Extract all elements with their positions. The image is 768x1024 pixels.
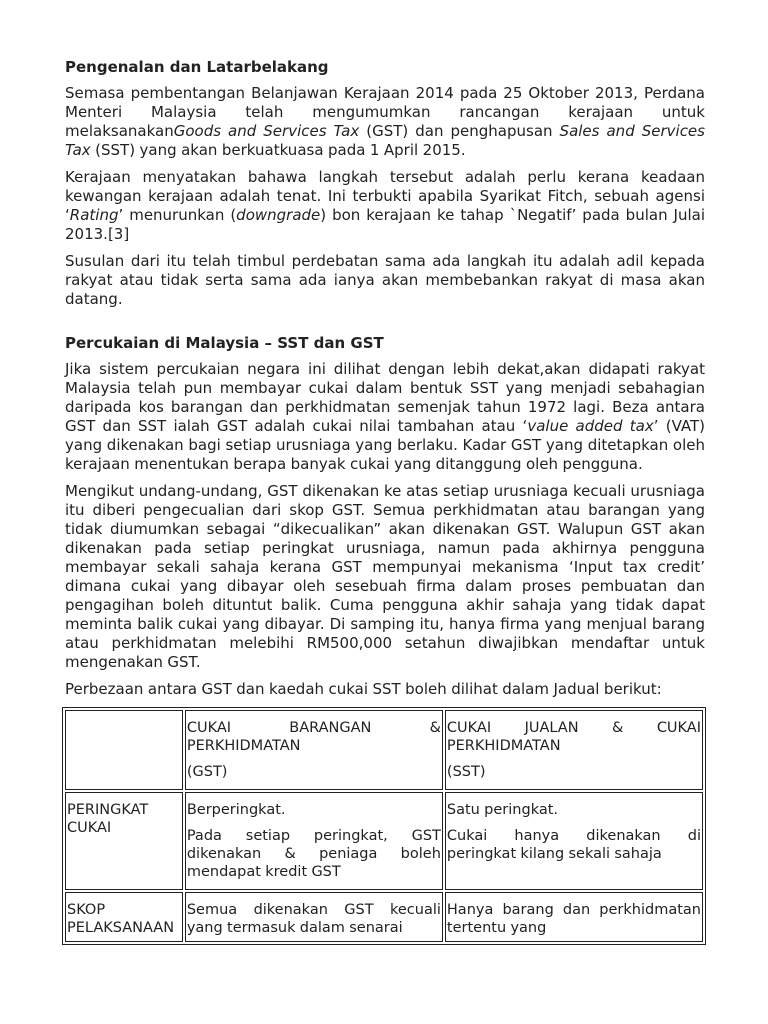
table-cell-gst: Semua dikenakan GST kecuali yang termasuk dalam senarai bbox=[185, 892, 443, 942]
gst-sst-comparison-table bbox=[62, 707, 706, 945]
taxation-paragraph-1: Jika sistem percukaian negara ini dilihat dengan lebih dekat,akan didapati rakyat Malaysia telah pun membayar cukai dalam bentuk SST yang menjadi sebahagian daripada kos barangan dan perkhidmatan semenjak tahun 1972 lagi. Beza antara GST dan SST ialah GST adalah cukai nilai tambahan atau ‘value added tax’ (VAT) yang dikenakan bagi setiap urusniaga yang berlaku. Kadar GST yang ditetapkan oleh kerajaan menentukan berapa banyak cukai yang ditanggung oleh pengguna. bbox=[65, 360, 705, 473]
table-row-label: PERINGKAT CUKAI bbox=[65, 792, 183, 890]
section-heading-taxation: Percukaian di Malaysia – SST dan GST bbox=[65, 334, 384, 352]
table-header-row bbox=[65, 710, 703, 790]
table-cell-sst: Hanya barang dan perkhidmatan tertentu yang bbox=[445, 892, 703, 942]
table-row bbox=[65, 892, 703, 942]
table-cell-sst: Satu peringkat. Cukai hanya dikenakan di peringkat kilang sekali sahaja bbox=[445, 792, 703, 890]
intro-paragraph-3: Susulan dari itu telah timbul perdebatan sama ada langkah itu adalah adil kepada rakyat atau tidak serta sama ada ianya akan membebankan rakyat di masa akan datang. bbox=[65, 252, 705, 308]
taxation-paragraph-2: Mengikut undang-undang, GST dikenakan ke atas setiap urusniaga kecuali urusniaga itu diberi pengecualian dari skop GST. Semua perkhidmatan atau barangan yang tidak diumumkan sebagai “dikecualikan” akan dikenakan GST. Walupun GST akan dikenakan pada setiap peringkat urusniaga, namun pada akhirnya pengguna membayar sekali sahaja kerana GST mempunyai mekanisma ‘Input tax credit’ dimana cukai yang dibayar oleh sesebuah firma dalam proses pembuatan dan pengagihan boleh dituntut balik. Cuma pengguna akhir sahaja yang tidak dapat meminta balik cukai yang dibayar. Di samping itu, hanya firma yang menjual barang atau perkhidmatan melebihi RM500,000 setahun diwajibkan mendaftar untuk mengenakan GST. bbox=[65, 482, 705, 671]
document-page bbox=[65, 58, 705, 945]
intro-paragraph-1: Semasa pembentangan Belanjawan Kerajaan 2014 pada 25 Oktober 2013, Perdana Menteri Malaysia telah mengumumkan rancangan kerajaan untuk melaksanakanGoods and Services Tax (GST) dan penghapusan Sales and Services Tax (SST) yang akan berkuatkuasa pada 1 April 2015. bbox=[65, 84, 705, 159]
taxation-paragraph-3: Perbezaan antara GST dan kaedah cukai SST boleh dilihat dalam Jadual berikut: bbox=[65, 680, 662, 698]
table-cell-gst-header: CUKAI BARANGAN & PERKHIDMATAN (GST) bbox=[185, 710, 443, 790]
table-row-label: SKOP PELAKSANAAN bbox=[65, 892, 183, 942]
intro-paragraph-2: Kerajaan menyatakan bahawa langkah tersebut adalah perlu kerana keadaan kewangan kerajaan adalah tenat. Ini terbukti apabila Syarikat Fitch, sebuah agensi ‘Rating’ menurunkan (downgrade) bon kerajaan ke tahap `Negatif’ pada bulan Julai 2013.[3] bbox=[65, 168, 705, 243]
table-cell-sst-header: CUKAI JUALAN & CUKAI PERKHIDMATAN (SST) bbox=[445, 710, 703, 790]
table-cell-empty bbox=[65, 710, 183, 790]
table-cell-gst: Berperingkat. Pada setiap peringkat, GST dikenakan & peniaga boleh mendapat kredit GST bbox=[185, 792, 443, 890]
table-row bbox=[65, 792, 703, 890]
section-heading-intro: Pengenalan dan Latarbelakang bbox=[65, 58, 329, 76]
